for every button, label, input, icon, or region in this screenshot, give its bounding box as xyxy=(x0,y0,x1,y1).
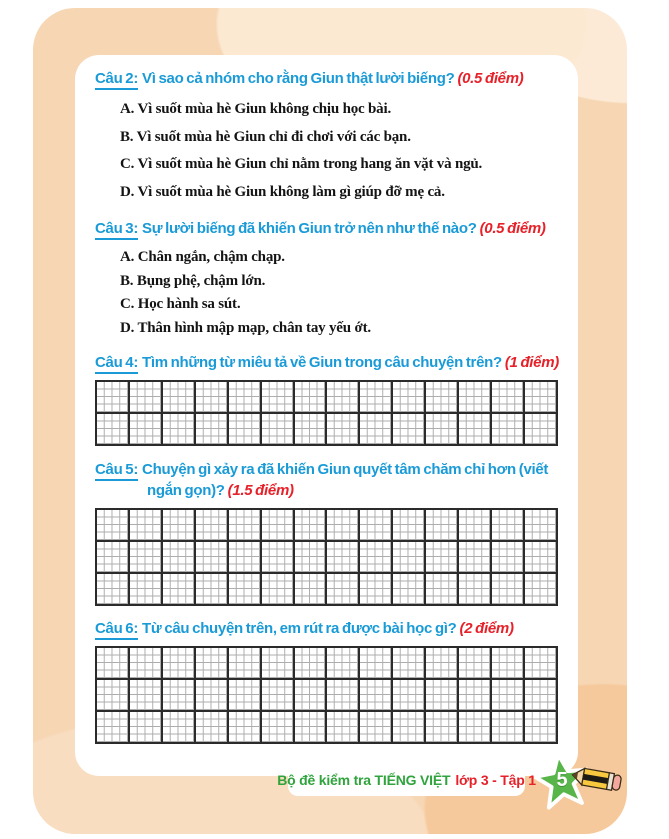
grid-cell xyxy=(425,711,458,743)
grid-cell xyxy=(96,413,129,445)
grid-cell xyxy=(425,647,458,679)
page-number: 5 xyxy=(556,769,568,791)
grid-cell xyxy=(458,541,491,573)
grid-cell xyxy=(96,647,129,679)
question-6-heading xyxy=(95,619,558,639)
grid-cell xyxy=(491,381,524,413)
grid-cell xyxy=(458,711,491,743)
grid-cell xyxy=(458,647,491,679)
option-d: D. Vì suốt mùa hè Giun không làm gì giúp đỡ mẹ cả. xyxy=(120,183,445,200)
grid-row xyxy=(96,413,557,445)
grid-cell xyxy=(359,679,392,711)
question-4-text: Tìm những từ miêu tả về Giun trong câu chuyện trên? xyxy=(142,354,502,371)
grid-cell xyxy=(228,413,261,445)
option-a: A. Chân ngắn, chậm chạp. xyxy=(120,249,285,265)
question-6-text: Từ câu chuyện trên, em rút ra được bài học gì? xyxy=(142,620,457,637)
grid-cell xyxy=(129,541,162,573)
question-2-heading xyxy=(95,69,558,89)
grid-cell xyxy=(359,647,392,679)
grid-cell xyxy=(425,679,458,711)
grid-cell xyxy=(359,573,392,605)
grid-cell xyxy=(326,647,359,679)
question-4-label: Câu 4: xyxy=(95,354,138,374)
grid-cell xyxy=(129,509,162,541)
grid-cell xyxy=(228,647,261,679)
answer-writing-grid xyxy=(95,646,558,744)
grid-cell xyxy=(261,679,294,711)
question-3-points: (0.5 điểm) xyxy=(479,220,546,237)
grid-cell xyxy=(524,647,557,679)
grid-cell xyxy=(392,381,425,413)
footer-volume-label: lớp 3 - Tập 1 xyxy=(455,772,536,788)
grid-cell xyxy=(162,541,195,573)
grid-cell xyxy=(96,541,129,573)
grid-row xyxy=(96,679,557,711)
option-b: B. Vì suốt mùa hè Giun chỉ đi chơi với các bạn. xyxy=(120,128,411,145)
grid-cell xyxy=(162,381,195,413)
grid-row xyxy=(96,647,557,679)
question-3-heading xyxy=(95,219,558,239)
grid-cell xyxy=(359,381,392,413)
grid-cell xyxy=(129,573,162,605)
grid-cell xyxy=(326,381,359,413)
grid-cell xyxy=(129,711,162,743)
grid-cell xyxy=(326,509,359,541)
question-2-text: Vì sao cả nhóm cho rằng Giun thật lười biếng? xyxy=(142,70,455,87)
grid-cell xyxy=(491,573,524,605)
grid-cell xyxy=(392,573,425,605)
grid-cell xyxy=(491,679,524,711)
question-6 xyxy=(95,619,558,744)
grid-cell xyxy=(294,573,327,605)
grid-cell xyxy=(261,541,294,573)
answer-writing-grid xyxy=(95,508,558,606)
grid-cell xyxy=(195,679,228,711)
grid-cell xyxy=(96,509,129,541)
grid-cell xyxy=(129,381,162,413)
grid-cell xyxy=(261,711,294,743)
grid-cell xyxy=(96,573,129,605)
question-3 xyxy=(95,219,558,340)
grid-cell xyxy=(294,679,327,711)
grid-cell xyxy=(326,679,359,711)
grid-cell xyxy=(195,573,228,605)
question-4 xyxy=(95,353,558,446)
grid-cell xyxy=(326,413,359,445)
question-2 xyxy=(95,69,558,206)
grid-cell xyxy=(195,509,228,541)
grid-cell xyxy=(228,679,261,711)
grid-cell xyxy=(524,541,557,573)
grid-cell xyxy=(162,647,195,679)
grid-cell xyxy=(228,711,261,743)
grid-cell xyxy=(162,509,195,541)
grid-cell xyxy=(359,509,392,541)
grid-cell xyxy=(294,509,327,541)
option-a: A. Vì suốt mùa hè Giun không chịu học bài. xyxy=(120,101,391,117)
question-5-text: Chuyện gì xảy ra đã khiến Giun quyết tâm chăm chỉ hơn (viết ngắn gọn)? xyxy=(142,461,549,499)
grid-cell xyxy=(458,381,491,413)
footer-series-label: Bộ đề kiểm tra TIẾNG VIỆT xyxy=(277,772,451,788)
grid-cell xyxy=(425,573,458,605)
grid-cell xyxy=(195,413,228,445)
grid-cell xyxy=(228,573,261,605)
answer-writing-grid xyxy=(95,380,558,446)
question-3-text: Sự lười biếng đã khiến Giun trở nên như thế nào? xyxy=(142,220,477,237)
grid-cell xyxy=(195,647,228,679)
grid-cell xyxy=(392,541,425,573)
question-3-label: Câu 3: xyxy=(95,220,138,240)
grid-cell xyxy=(524,509,557,541)
grid-cell xyxy=(392,647,425,679)
grid-cell xyxy=(195,381,228,413)
grid-cell xyxy=(96,679,129,711)
grid-cell xyxy=(326,573,359,605)
grid-row xyxy=(96,381,557,413)
grid-cell xyxy=(96,381,129,413)
question-5-label: Câu 5: xyxy=(95,461,138,481)
grid-cell xyxy=(491,413,524,445)
grid-row xyxy=(96,509,557,541)
grid-cell xyxy=(425,541,458,573)
question-2-options xyxy=(95,96,558,206)
grid-cell xyxy=(491,509,524,541)
grid-cell xyxy=(162,711,195,743)
question-5-points: (1.5 điểm) xyxy=(227,482,294,499)
grid-cell xyxy=(162,573,195,605)
grid-cell xyxy=(195,541,228,573)
grid-cell xyxy=(524,679,557,711)
grid-cell xyxy=(294,541,327,573)
grid-cell xyxy=(129,679,162,711)
question-6-label: Câu 6: xyxy=(95,620,138,640)
grid-cell xyxy=(425,413,458,445)
grid-cell xyxy=(261,647,294,679)
grid-cell xyxy=(162,679,195,711)
content-card xyxy=(75,55,578,776)
grid-cell xyxy=(524,573,557,605)
grid-cell xyxy=(359,413,392,445)
option-c: C. Học hành sa sút. xyxy=(120,296,241,312)
grid-cell xyxy=(294,413,327,445)
footer-banner xyxy=(277,764,536,796)
grid-cell xyxy=(228,509,261,541)
grid-cell xyxy=(294,711,327,743)
grid-cell xyxy=(129,647,162,679)
grid-cell xyxy=(458,679,491,711)
grid-cell xyxy=(261,509,294,541)
grid-cell xyxy=(458,413,491,445)
question-4-heading xyxy=(95,353,558,373)
grid-cell xyxy=(524,413,557,445)
grid-cell xyxy=(359,541,392,573)
grid-cell xyxy=(458,509,491,541)
grid-cell xyxy=(359,711,392,743)
grid-cell xyxy=(228,381,261,413)
grid-cell xyxy=(392,711,425,743)
grid-cell xyxy=(261,573,294,605)
question-4-points: (1 điểm) xyxy=(504,354,559,371)
grid-cell xyxy=(491,647,524,679)
grid-cell xyxy=(425,381,458,413)
grid-cell xyxy=(392,679,425,711)
option-b: B. Bụng phệ, chậm lớn. xyxy=(120,272,266,289)
question-2-label: Câu 2: xyxy=(95,70,138,90)
grid-cell xyxy=(96,711,129,743)
grid-cell xyxy=(491,711,524,743)
grid-cell xyxy=(162,413,195,445)
grid-cell xyxy=(524,711,557,743)
grid-row xyxy=(96,573,557,605)
grid-cell xyxy=(261,413,294,445)
option-d: D. Thân hình mập mạp, chân tay yếu ớt. xyxy=(120,319,371,336)
question-5-heading xyxy=(95,459,558,501)
grid-cell xyxy=(129,413,162,445)
question-5 xyxy=(95,459,558,606)
grid-cell xyxy=(524,381,557,413)
grid-cell xyxy=(261,381,294,413)
grid-cell xyxy=(294,381,327,413)
grid-row xyxy=(96,541,557,573)
question-3-options xyxy=(95,246,558,340)
grid-cell xyxy=(392,509,425,541)
question-2-points: (0.5 điểm) xyxy=(457,70,524,87)
grid-cell xyxy=(491,541,524,573)
option-c: C. Vì suốt mùa hè Giun chỉ nằm trong hang ăn vặt và ngủ. xyxy=(120,156,483,172)
grid-cell xyxy=(294,647,327,679)
grid-cell xyxy=(195,711,228,743)
grid-cell xyxy=(326,711,359,743)
grid-row xyxy=(96,711,557,743)
grid-cell xyxy=(326,541,359,573)
grid-cell xyxy=(228,541,261,573)
question-6-points: (2 điểm) xyxy=(459,620,514,637)
grid-cell xyxy=(425,509,458,541)
grid-cell xyxy=(458,573,491,605)
grid-cell xyxy=(392,413,425,445)
